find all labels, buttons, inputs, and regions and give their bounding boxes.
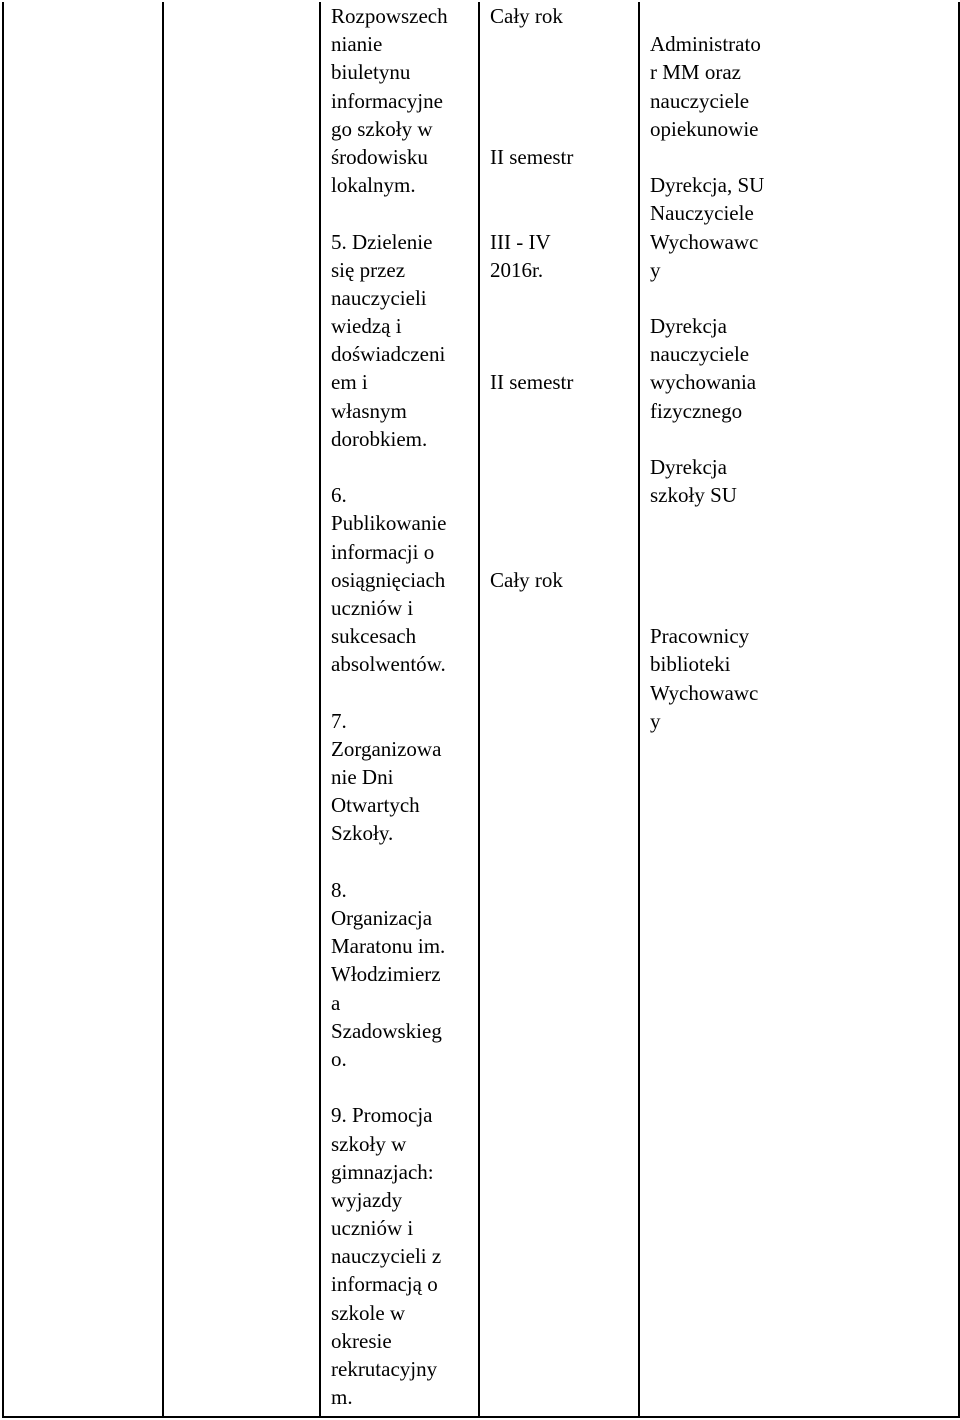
blank-line: [490, 312, 636, 340]
activity-text-line: Organizacja: [331, 906, 433, 930]
terms-column: [490, 2, 636, 594]
blank-line: [650, 284, 954, 312]
blank-line: [331, 199, 476, 227]
activity-text-line: wiedzą i: [331, 314, 402, 339]
activity-text-line: 7.: [331, 708, 347, 733]
blank-line: [490, 115, 636, 143]
activity-text-line: m.: [331, 1385, 353, 1410]
responsible-text-line: y: [650, 257, 661, 282]
activity-text-line: Otwartych: [331, 793, 420, 818]
blank-line: [490, 538, 636, 566]
activity-text-line: gimnazjach:: [331, 1159, 434, 1184]
activity-text-line: uczniów i: [331, 1216, 414, 1241]
responsible-text-line: Wychowawc: [650, 680, 759, 705]
blank-line: [650, 2, 954, 30]
responsible-text-line: wychowania: [650, 370, 757, 395]
responsible-text-line: Dyrekcja: [650, 455, 727, 479]
responsible-text-line: Dyrekcja, SU: [650, 173, 765, 198]
activity-text-line: o.: [331, 1046, 347, 1071]
activity-text-line: Maratonu im.: [331, 934, 446, 959]
blank-line: [650, 425, 954, 453]
activity-text-line: własnym: [331, 398, 407, 423]
activity-text-line: informacją o: [331, 1272, 438, 1297]
activity-text-line: em i: [331, 370, 368, 395]
term-text-line: Cały rok: [490, 4, 563, 28]
activity-text-line: Rozpowszech: [331, 4, 448, 28]
term-text-line: Cały rok: [490, 567, 563, 592]
activities-column: [331, 2, 476, 1411]
activity-text-line: 6.: [331, 483, 347, 508]
activity-text-line: 9. Promocja: [331, 1103, 433, 1128]
activity-text-line: go szkoły w: [331, 116, 433, 141]
column-divider-1: [162, 2, 164, 1418]
activity-text-line: szkole w: [331, 1300, 406, 1325]
blank-line: [490, 284, 636, 312]
activity-text-line: absolwentów.: [331, 652, 446, 677]
activity-text-line: informacyjne: [331, 88, 443, 113]
blank-line: [650, 566, 954, 594]
blank-line: [331, 679, 476, 707]
activity-text-line: rekrutacyjny: [331, 1357, 438, 1381]
responsible-text-line: nauczyciele: [650, 88, 750, 113]
activity-text-line: okresie: [331, 1328, 392, 1353]
blank-line: [490, 30, 636, 58]
blank-line: [490, 453, 636, 481]
activity-text-line: Publikowanie: [331, 511, 447, 536]
column-divider-3: [478, 2, 480, 1418]
responsible-column: [650, 2, 954, 735]
term-text-line: II semestr: [490, 144, 574, 169]
responsible-text-line: opiekunowie: [650, 116, 759, 141]
activity-text-line: uczniów i: [331, 595, 414, 620]
responsible-text-line: Pracownicy: [650, 624, 750, 649]
blank-line: [490, 481, 636, 509]
activity-text-line: nianie: [331, 32, 383, 57]
activity-text-line: nauczycieli: [331, 285, 427, 310]
activity-text-line: Włodzimierz: [331, 962, 441, 987]
term-text-line: II semestr: [490, 370, 574, 395]
responsible-text-line: Dyrekcja: [650, 314, 727, 339]
responsible-text-line: biblioteki: [650, 652, 731, 677]
activity-text-line: biuletynu: [331, 60, 411, 85]
blank-line: [490, 340, 636, 368]
responsible-text-line: r MM oraz: [650, 60, 741, 85]
blank-line: [490, 58, 636, 86]
blank-line: [650, 594, 954, 622]
activity-text-line: nauczycieli z: [331, 1244, 442, 1269]
responsible-text-line: Wychowawc: [650, 229, 759, 254]
activity-text-line: szkoły w: [331, 1131, 407, 1156]
activity-text-line: dorobkiem.: [331, 426, 428, 451]
blank-line: [490, 87, 636, 115]
activity-text-line: doświadczeni: [331, 342, 446, 367]
activity-text-line: osiągnięciach: [331, 567, 446, 592]
activity-text-line: 8.: [331, 877, 347, 902]
responsible-text-line: fizycznego: [650, 398, 743, 423]
blank-line: [650, 509, 954, 537]
activity-text-line: Szadowskieg: [331, 1018, 442, 1043]
responsible-text-line: szkoły SU: [650, 483, 737, 508]
blank-line: [650, 538, 954, 566]
activity-text-line: się przez: [331, 257, 406, 282]
responsible-text-line: y: [650, 708, 661, 733]
column-divider-2: [319, 2, 321, 1418]
term-text-line: III - IV: [490, 229, 551, 254]
activity-text-line: sukcesach: [331, 624, 417, 649]
activity-text-line: a: [331, 990, 341, 1015]
term-text-line: 2016r.: [490, 257, 544, 282]
blank-line: [331, 848, 476, 876]
blank-line: [331, 453, 476, 481]
blank-line: [490, 199, 636, 227]
activity-text-line: środowisku: [331, 144, 428, 169]
activity-text-line: informacji o: [331, 539, 435, 564]
responsible-text-line: nauczyciele: [650, 342, 750, 367]
activity-text-line: Zorganizowa: [331, 736, 442, 761]
blank-line: [490, 171, 636, 199]
activity-text-line: 5. Dzielenie: [331, 229, 433, 254]
blank-line: [490, 425, 636, 453]
column-divider-4: [638, 2, 640, 1418]
blank-line: [331, 1073, 476, 1101]
blank-line: [490, 509, 636, 537]
responsible-text-line: Nauczyciele: [650, 201, 754, 226]
blank-line: [490, 397, 636, 425]
responsible-text-line: Administrato: [650, 32, 761, 57]
activity-text-line: Szkoły.: [331, 821, 394, 846]
activity-text-line: nie Dni: [331, 765, 394, 790]
activity-text-line: wyjazdy: [331, 1187, 403, 1212]
blank-line: [650, 143, 954, 171]
activity-text-line: lokalnym.: [331, 173, 416, 198]
